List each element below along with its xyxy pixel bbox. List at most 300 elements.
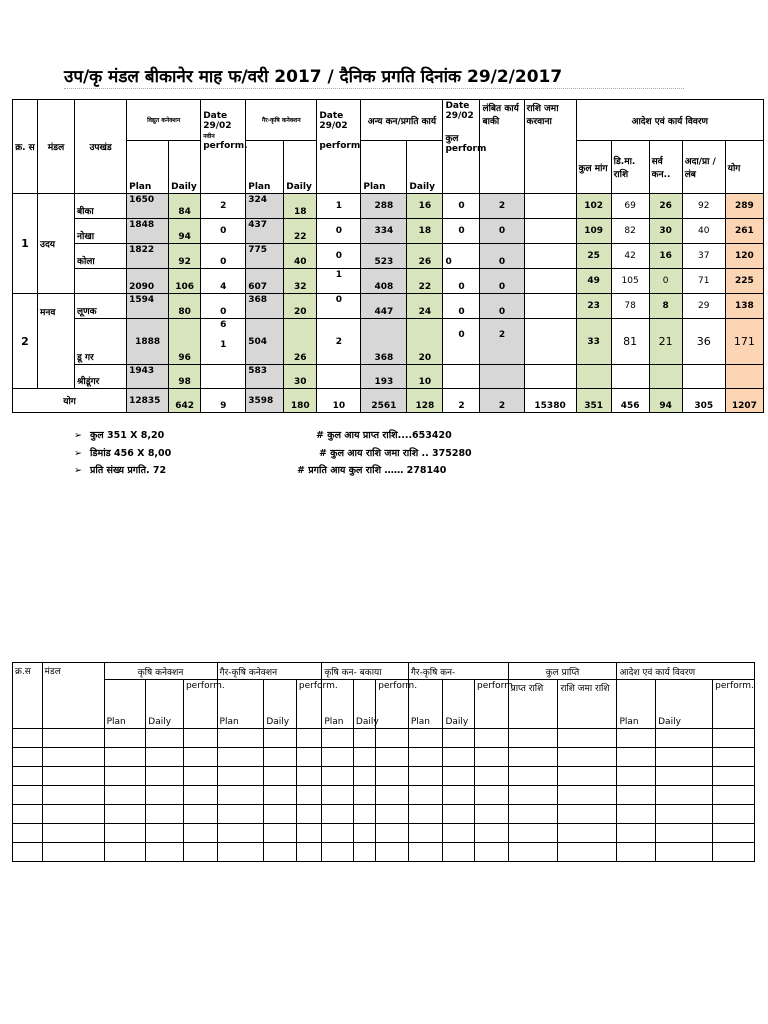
cell [649,365,682,389]
cell: 0 [443,244,480,269]
cell: 0 [443,269,480,294]
total-row [13,389,764,413]
cell: 4 [201,269,246,294]
form-row [13,729,755,748]
cell: 0 [317,244,361,269]
form-cell [617,843,656,862]
form-cell [558,729,617,748]
header-daily-2: Daily [284,141,317,194]
cell: 642 [169,389,201,413]
form-cell [322,729,354,748]
header-sub4-5: योग [725,141,763,194]
form-row [13,786,755,805]
form-cell [146,767,184,786]
form-cell [376,824,409,843]
form-header-group-4: गैर-कृषि कन- [408,663,508,680]
note-right-2: # कुल आय राशि जमा राशि .. 375280 [319,448,472,459]
cell: 12835 [127,389,169,413]
cell: 1848 [127,219,169,244]
cell: 2 [480,319,524,365]
cell: 81 [611,319,649,365]
form-cell [474,805,508,824]
cell: 80 [169,294,201,319]
arrow-icon: ➢ [74,448,82,459]
cell: 351 [576,389,611,413]
cell: 447 [361,294,407,319]
cell: 8 [649,294,682,319]
cell: 18 [284,194,317,219]
table-row [13,219,764,244]
form-cell [183,729,217,748]
form-cell [713,729,755,748]
cell [524,319,576,365]
form-cell [217,786,264,805]
form-cell [13,786,43,805]
form-cell [376,786,409,805]
form-cell [104,786,146,805]
cell: 32 [284,269,317,294]
header-sub4-4: अदा/प्रा /लंब [682,141,725,194]
cell: 3598 [246,389,284,413]
cell: 368 [361,319,407,365]
form-cell [146,786,184,805]
form-cell [264,824,297,843]
cell: 49 [576,269,611,294]
cell: 82 [611,219,649,244]
cell: 26 [407,244,443,269]
form-cell [104,843,146,862]
subdivision-name: श्रीडूंगर [75,365,127,389]
form-cell [617,824,656,843]
cell: 109 [576,219,611,244]
cell: 94 [169,219,201,244]
arrow-icon: ➢ [74,430,82,441]
form-header-plan: Plan [408,680,443,729]
form-cell [13,729,43,748]
cell: 0 [443,194,480,219]
table-row [13,269,764,294]
form-cell [217,805,264,824]
form-cell [264,843,297,862]
form-row [13,748,755,767]
cell: 2090 [127,269,169,294]
division-number: 2 [13,294,38,389]
form-cell [264,767,297,786]
form-cell [353,767,375,786]
form-header-perform: perform. [296,680,321,729]
cell: 120 [725,244,763,269]
form-cell [183,748,217,767]
cell [317,365,361,389]
form-header-group-2: गैर-कृषि कनेक्शन [217,663,322,680]
note-left-1: ➢ कुल 351 X 8,20 [74,430,165,441]
form-cell [42,824,104,843]
form-header-perform: perform. [183,680,217,729]
form-cell [376,767,409,786]
form-cell [322,805,354,824]
form-cell [217,729,264,748]
form-header-perform: perform. [474,680,508,729]
cell: 2 [201,194,246,219]
form-cell [353,748,375,767]
form-header-deposited: राशि जमा राशि [558,680,617,729]
header-group-1: विद्युत कनेक्शन [127,100,201,141]
cell: 92 [682,194,725,219]
form-header-group-1: कृषि कनेक्शन [104,663,217,680]
form-cell [217,843,264,862]
form-cell [217,748,264,767]
cell: 334 [361,219,407,244]
form-cell [296,805,321,824]
form-cell [217,824,264,843]
cell [576,365,611,389]
form-cell [408,729,443,748]
form-cell [508,824,558,843]
form-cell [656,748,713,767]
header-date-perform-1: Date 29/02 नवीन perform. [201,100,246,194]
cell: 2 [317,319,361,365]
cell: 368 [246,294,284,319]
form-cell [264,805,297,824]
cell: 78 [611,294,649,319]
form-cell [353,729,375,748]
cell: 1594 [127,294,169,319]
form-cell [656,767,713,786]
form-cell [443,748,475,767]
cell: 583 [246,365,284,389]
form-cell [656,843,713,862]
form-cell [296,824,321,843]
cell: 26 [649,194,682,219]
form-cell [13,843,43,862]
cell: 261 [725,219,763,244]
form-header-plan: Plan [217,680,264,729]
cell: 0 [649,269,682,294]
cell: 23 [576,294,611,319]
header-plan-3: Plan [361,141,407,194]
form-cell [104,824,146,843]
cell: 20 [284,294,317,319]
cell [524,294,576,319]
form-cell [443,767,475,786]
form-cell [558,786,617,805]
form-cell [296,843,321,862]
subdivision-name: कोला [75,244,127,269]
cell [725,365,763,389]
form-cell [42,805,104,824]
cell: 6 1 [201,319,246,365]
form-cell [656,824,713,843]
form-cell [264,748,297,767]
header-plan-1: Plan [127,141,169,194]
cell: 69 [611,194,649,219]
form-cell [322,824,354,843]
form-cell [474,729,508,748]
form-header-perform: perform. [376,680,409,729]
form-cell [508,843,558,862]
cell: 20 [407,319,443,365]
form-cell [713,805,755,824]
form-row [13,805,755,824]
form-row [13,767,755,786]
form-cell [183,767,217,786]
cell: 324 [246,194,284,219]
cell: 408 [361,269,407,294]
cell: 0 [201,244,246,269]
form-cell [322,748,354,767]
form-cell [13,748,43,767]
progress-table [12,99,764,413]
cell: 305 [682,389,725,413]
form-cell [408,786,443,805]
form-cell [146,748,184,767]
form-header-group-6: आदेश एवं कार्य विवरण [617,663,755,680]
cell: 775 [246,244,284,269]
form-cell [146,729,184,748]
cell: 84 [169,194,201,219]
cell: 15380 [524,389,576,413]
cell: 456 [611,389,649,413]
form-cell [443,786,475,805]
form-cell [617,729,656,748]
cell: 0 [443,294,480,319]
cell: 98 [169,365,201,389]
form-cell [376,843,409,862]
form-cell [353,786,375,805]
form-header-plan: Plan [322,680,354,729]
form-cell [408,843,443,862]
cell: 607 [246,269,284,294]
cell: 1943 [127,365,169,389]
note-left-3: ➢ प्रति संख्य प्रगति. 72 [74,465,167,476]
cell: 25 [576,244,611,269]
cell: 21 [649,319,682,365]
header-date-perform-2: Date 29/02 perform [317,100,361,194]
header-sub4-1: कुल मांग [576,141,611,194]
cell: 16 [649,244,682,269]
header-division: मंडल [38,100,75,194]
form-cell [443,843,475,862]
cell: 10 [407,365,443,389]
cell: 1888 [127,319,169,365]
form-cell [474,824,508,843]
cell: 22 [284,219,317,244]
form-cell [353,824,375,843]
form-header-group-3: कृषि कन- बकाया [322,663,409,680]
form-cell [42,786,104,805]
form-cell [508,729,558,748]
cell: 2561 [361,389,407,413]
form-cell [183,824,217,843]
cell: 193 [361,365,407,389]
cell [682,365,725,389]
form-cell [104,748,146,767]
form-cell [474,748,508,767]
cell: 94 [649,389,682,413]
form-cell [183,805,217,824]
cell: 1650 [127,194,169,219]
cell: 225 [725,269,763,294]
form-cell [508,805,558,824]
cell: 504 [246,319,284,365]
form-cell [558,767,617,786]
form-cell [296,767,321,786]
form-cell [296,786,321,805]
subdivision-name: डू गर [75,319,127,365]
form-header-division: मंडल [42,663,104,729]
header-date-perform-3: Date 29/02 कुल perform [443,100,480,194]
form-header-plan: Plan [104,680,146,729]
form-cell [322,767,354,786]
cell: 0 [480,269,524,294]
form-cell [42,748,104,767]
cell: 92 [169,244,201,269]
form-cell [408,767,443,786]
cell: 37 [682,244,725,269]
cell: 288 [361,194,407,219]
form-header-daily: Daily [353,680,375,729]
total-label: योग [13,389,127,413]
cell: 138 [725,294,763,319]
form-header-perform: perform. [713,680,755,729]
form-row [13,843,755,862]
form-cell [104,767,146,786]
cell: 523 [361,244,407,269]
form-cell [408,748,443,767]
form-cell [656,729,713,748]
cell: 42 [611,244,649,269]
cell: 71 [682,269,725,294]
cell: 9 [201,389,246,413]
form-cell [376,805,409,824]
header-group-2: गैर-कृषि कनेक्शन [246,100,317,141]
cell: 96 [169,319,201,365]
form-cell [296,729,321,748]
arrow-icon: ➢ [74,465,82,476]
cell: 289 [725,194,763,219]
cell [443,365,480,389]
form-cell [353,805,375,824]
cell [524,365,576,389]
cell: 10 [317,389,361,413]
form-cell [617,805,656,824]
cell: 33 [576,319,611,365]
form-cell [42,767,104,786]
form-cell [146,805,184,824]
table-row [13,365,764,389]
table-row [13,319,764,365]
form-header-daily: Daily [146,680,184,729]
form-cell [713,748,755,767]
cell: 0 [201,219,246,244]
form-cell [104,729,146,748]
division-number: 1 [13,194,38,294]
blank-form-table [12,662,755,862]
cell: 0 [443,319,480,365]
cell: 30 [284,365,317,389]
cell: 128 [407,389,443,413]
cell: 1207 [725,389,763,413]
note-left-2: ➢ डिमांड 456 X 8,00 [74,448,172,459]
cell: 105 [611,269,649,294]
cell [201,365,246,389]
form-cell [656,805,713,824]
form-row [13,824,755,843]
form-cell [508,748,558,767]
cell [524,269,576,294]
table-row [13,294,764,319]
cell: 40 [284,244,317,269]
cell: 180 [284,389,317,413]
header-amount: राशि जमा करवाना [524,100,576,194]
subdivision-name: लूणक [75,294,127,319]
form-header-daily: Daily [443,680,475,729]
form-cell [13,805,43,824]
form-header-daily: Daily [264,680,297,729]
form-cell [264,729,297,748]
header-group-4: आदेश एवं कार्य विवरण [576,100,763,141]
cell: 18 [407,219,443,244]
cell: 36 [682,319,725,365]
header-sub4-2: डि.मा. राशि [611,141,649,194]
header-group-3: अन्य कन/प्रगति कार्य [361,100,443,141]
form-cell [474,786,508,805]
cell: 22 [407,269,443,294]
form-cell [558,843,617,862]
cell: 2 [480,389,524,413]
cell: 2 [480,194,524,219]
form-cell [353,843,375,862]
cell: 0 [201,294,246,319]
form-cell [146,824,184,843]
cell [524,244,576,269]
form-cell [322,843,354,862]
subdivision-name [75,269,127,294]
form-cell [376,729,409,748]
form-header-plan: Plan [617,680,656,729]
form-header-sno: क्र.स [13,663,43,729]
cell: 1 [317,194,361,219]
form-cell [474,767,508,786]
form-cell [713,824,755,843]
form-cell [183,786,217,805]
form-cell [443,824,475,843]
header-plan-2: Plan [246,141,284,194]
subdivision-name: नोखा [75,219,127,244]
form-cell [13,824,43,843]
form-cell [146,843,184,862]
note-right-3: # प्रगति आय कुल राशि …… 278140 [297,465,447,476]
division-name: उदय [38,194,75,294]
header-subdivision: उपखंड [75,100,127,194]
cell: 0 [317,219,361,244]
form-cell [376,748,409,767]
form-header-daily: Daily [656,680,713,729]
form-cell [408,805,443,824]
division-name: मनव [38,294,75,389]
form-cell [656,786,713,805]
cell: 437 [246,219,284,244]
cell [611,365,649,389]
cell [524,219,576,244]
form-cell [264,786,297,805]
cell: 0 [480,294,524,319]
cell: 102 [576,194,611,219]
form-cell [42,843,104,862]
form-header-received: प्राप्त राशि [508,680,558,729]
cell: 0 [443,219,480,244]
form-cell [558,748,617,767]
